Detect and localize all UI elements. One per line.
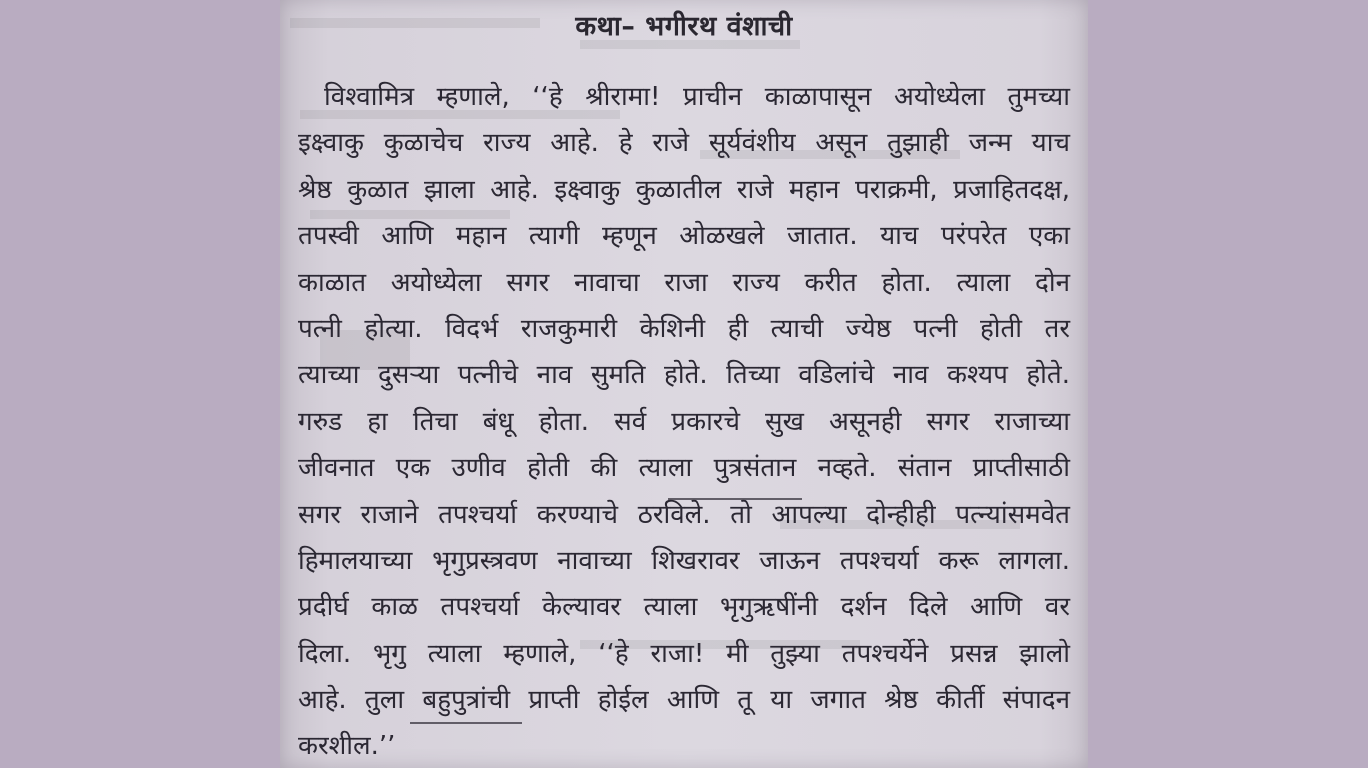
text-line: श्रेष्ठ कुळात झाला आहे. इक्ष्वाकु कुळातील राजे महान पराक्रमी, प्रजाहितदक्ष, xyxy=(298,174,1070,205)
text-line: करशील.’’ xyxy=(298,731,396,762)
story-body xyxy=(298,74,1070,768)
text-line: जीवनात एक उणीव होती की त्याला पुत्रसंतान नव्हते. संतान प्राप्तीसाठी xyxy=(298,453,1070,484)
text-line: काळात अयोध्येला सगर नावाचा राजा राज्य करीत होता. त्याला दोन xyxy=(298,267,1070,298)
text-line: सगर राजाने तपश्चर्या करण्याचे ठरविले. तो आपल्या दोन्हीही पत्न्यांसमवेत xyxy=(298,499,1070,530)
text-line: तपस्वी आणि महान त्यागी म्हणून ओळखले जातात. याच परंपरेत एका xyxy=(298,221,1070,252)
story-title: कथा– भगीरथ वंशाची xyxy=(575,11,793,42)
text-line: दिला. भृगु त्याला म्हणाले, ‘‘हे राजा! मी तुझ्या तपश्चर्येने प्रसन्न झालो xyxy=(298,638,1070,669)
text-line: पत्नी होत्या. विदर्भ राजकुमारी केशिनी ही त्याची ज्येष्ठ पत्नी होती तर xyxy=(298,313,1070,344)
text-line: हिमालयाच्या भृगुप्रस्त्रवण नावाच्या शिखरावर जाऊन तपश्चर्या करू लागला. xyxy=(298,545,1070,576)
text-line: आहे. तुला बहुपुत्रांची प्राप्ती होईल आणि तू या जगात श्रेष्ठ कीर्ती संपादन xyxy=(298,685,1070,716)
text-line: प्रदीर्घ काळ तपश्चर्या केल्यावर त्याला भृगुऋषींनी दर्शन दिले आणि वर xyxy=(298,592,1070,623)
pen-underline xyxy=(668,498,802,500)
text-line: गरुड हा तिचा बंधू होता. सर्व प्रकारचे सुख असूनही सगर राजाच्या xyxy=(298,406,1070,437)
text-line: इक्ष्वाकु कुळाचेच राज्य आहे. हे राजे सूर्यवंशीय असून तुझाही जन्म याच xyxy=(298,128,1070,159)
text-line: विश्वामित्र म्हणाले, ‘‘हे श्रीरामा! प्राचीन काळापासून अयोध्येला तुमच्या xyxy=(324,82,1070,112)
book-page xyxy=(280,0,1088,768)
pen-underline xyxy=(410,722,522,724)
text-line: त्याच्या दुसऱ्या पत्नीचे नाव सुमति होते. तिच्या वडिलांचे नाव कश्यप होते. xyxy=(298,360,1070,391)
